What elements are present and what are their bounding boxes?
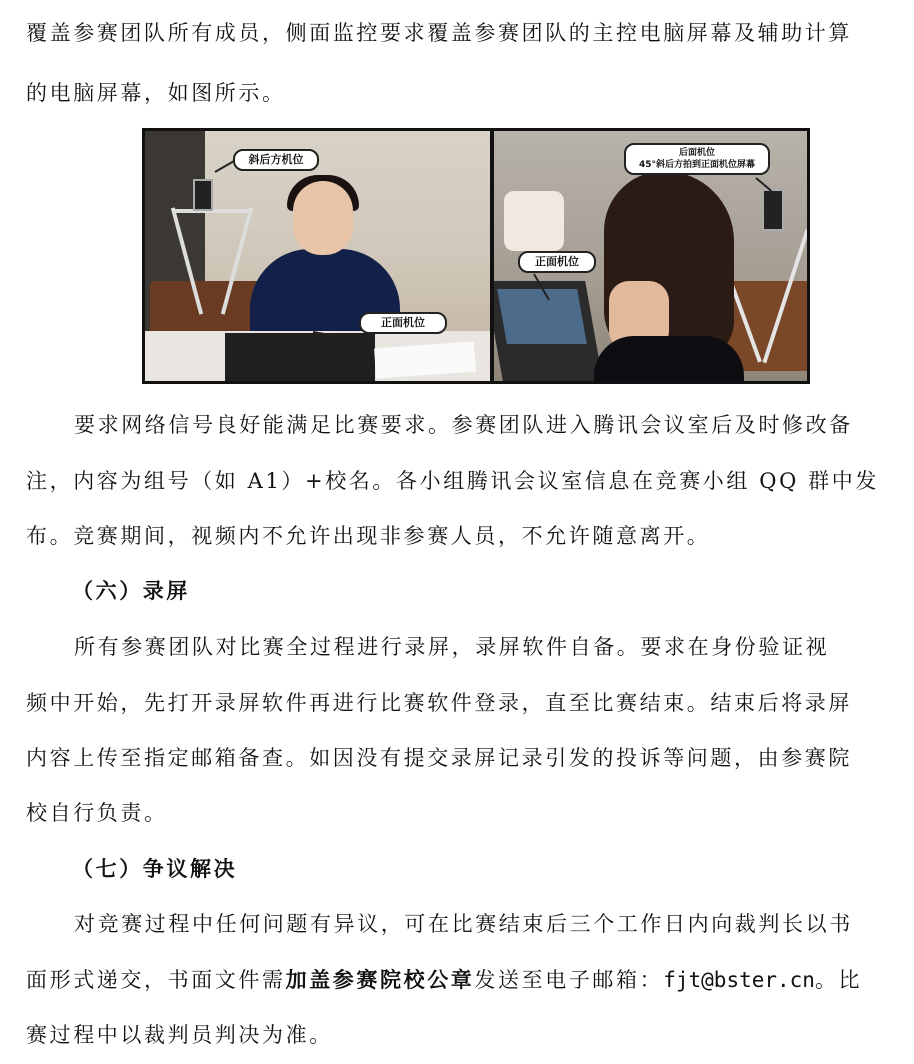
paragraph4-line1: 对竞赛过程中任何问题有异议，可在比赛结束后三个工作日内向裁判长以书 [74,912,853,936]
section-heading-screen-recording: （六）录屏 [72,578,190,603]
paragraph1-line2: 的电脑屏幕，如图所示。 [26,81,286,105]
paragraph4-line2 [26,965,888,995]
front-view-photo [145,131,490,381]
label-front-camera-right: 正面机位 [518,251,596,273]
email-address: fjt@bster.cn [663,968,815,992]
paragraph4-line3: 赛过程中以裁判员判决为准。 [26,1023,333,1047]
laptop [225,333,375,381]
paragraph4-line2-mid: 发送至电子邮箱： [474,968,664,992]
paragraph3-line4: 校自行负责。 [26,801,168,825]
paragraph3-line3: 内容上传至指定邮箱备查。如因没有提交录屏记录引发的投诉等问题，由参赛院 [26,746,852,770]
camera-setup-photo [142,128,810,384]
paragraph3-line2: 频中开始，先打开录屏软件再进行比赛软件登录，直至比赛结束。结束后将录屏 [26,691,852,715]
rear-view-photo [494,131,807,381]
phone-camera-rear [762,189,784,231]
paragraph2-line2-text: 注，内容为组号（如 A1）+校名。各小组腾讯会议室信息在竞赛小组 QQ 群中发 [26,469,879,493]
section-heading-dispute-resolution: （七）争议解决 [72,856,238,881]
paragraph2-line1: 要求网络信号良好能满足比赛要求。参赛团队进入腾讯会议室后及时修改备 [74,413,853,437]
label-rear-camera [624,143,770,175]
official-seal-requirement: 加盖参赛院校公章 [285,967,475,992]
label-rear-camera-subtitle: 45°斜后方拍到正面机位屏幕 [638,160,756,170]
paragraph3-line1: 所有参赛团队对比赛全过程进行录屏，录屏软件自备。要求在身份验证视 [74,635,830,659]
paragraph4-line2-pre: 面形式递交，书面文件需 [26,968,286,992]
paragraph1-line1: 覆盖参赛团队所有成员，侧面监控要求覆盖参赛团队的主控电脑屏幕及辅助计算 [26,21,852,45]
paragraph2-line3: 布。竞赛期间，视频内不允许出现非参赛人员，不允许随意离开。 [26,524,711,548]
label-side-rear-camera: 斜后方机位 [233,149,319,171]
paragraph4-line2-post: 。比 [814,968,863,992]
label-front-camera-left: 正面机位 [359,312,447,334]
paragraph2-line2 [26,466,888,496]
phone-camera [193,179,213,211]
label-rear-camera-title: 后面机位 [678,148,715,158]
